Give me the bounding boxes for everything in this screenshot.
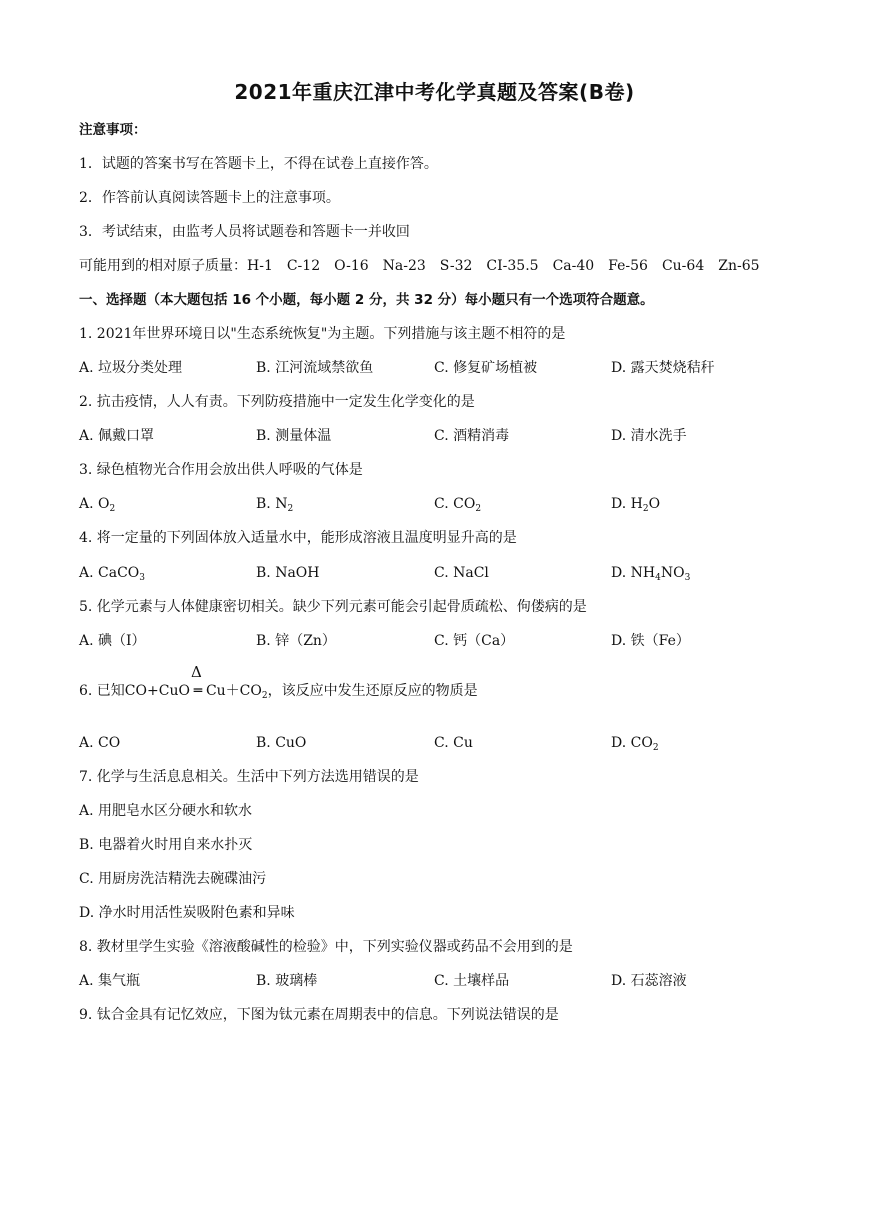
option-d: D. 露天焚烧秸秆 <box>611 360 715 376</box>
option-c: C. NaCl <box>434 565 489 581</box>
question-stem: 9. 钛合金具有记忆效应，下图为钛元素在周期表中的信息。下列说法错误的是 <box>79 1007 559 1023</box>
question-stem: 1. 2021年世界环境日以"生态系统恢复"为主题。下列措施与该主题不相符的是 <box>79 326 566 342</box>
question-stem: 7. 化学与生活息息相关。生活中下列方法选用错误的是 <box>79 769 419 785</box>
notice-item: 2．作答前认真阅读答题卡上的注意事项。 <box>79 190 340 206</box>
question-stem: 3. 绿色植物光合作用会放出供人呼吸的气体是 <box>79 462 363 478</box>
option-a: A. 碘（I） <box>79 633 146 649</box>
option-c: C. 钙（Ca） <box>434 633 515 649</box>
option-d: D. 清水洗手 <box>611 428 687 444</box>
option-d: D. $H_2O$ <box>611 496 661 514</box>
option-d: D. 石蕊溶液 <box>611 973 687 989</box>
option-b: B. 电器着火时用自来水扑灭 <box>79 837 253 853</box>
option-b: B. $N_2$ <box>256 496 294 514</box>
question-stem: 2. 抗击疫情，人人有责。下列防疫措施中一定发生化学变化的是 <box>79 394 475 410</box>
page-title: 2021年重庆江津中考化学真题及答案(B卷) <box>234 80 635 104</box>
option-b: B. 锌（Zn） <box>256 633 336 649</box>
option-d: D. 铁（Fe） <box>611 633 690 649</box>
option-d: D. $CO_2$ <box>611 735 659 753</box>
question-stem: 8. 教材里学生实验《溶液酸碱性的检验》中，下列实验仪器或药品不会用到的是 <box>79 939 573 955</box>
question-stem: 6. 已知CO+CuO Δ ═ $Cu+CO_2$，该反应中发生还原反应的物质是 <box>79 663 478 701</box>
option-c: C. 修复矿场植被 <box>434 360 538 376</box>
option-a: A. CO <box>79 735 121 751</box>
option-a: A. CaCO$_3$ <box>79 565 145 583</box>
option-d: D. 净水时用活性炭吸附色素和异味 <box>79 905 295 921</box>
option-b: B. NaOH <box>256 565 320 581</box>
option-d: D. $NH_4NO_3$ <box>611 565 691 583</box>
option-a: A. 集气瓶 <box>79 973 141 989</box>
question-stem: 5. 化学元素与人体健康密切相关。缺少下列元素可能会引起骨质疏松、佝偻病的是 <box>79 599 587 615</box>
atomic-masses: 可能用到的相对原子质量：H-1 C-12 O-16 Na-23 S-32 CI-35.5 Ca-40 Fe-56 Cu-64 Zn-65 <box>79 258 760 274</box>
option-a: A. 用肥皂水区分硬水和软水 <box>79 803 253 819</box>
option-b: B. 江河流域禁欲鱼 <box>256 360 374 376</box>
notice-item: 3．考试结束，由监考人员将试题卷和答题卡一并收回 <box>79 224 410 240</box>
notice-heading: 注意事项： <box>79 122 147 138</box>
option-b: B. 玻璃棒 <box>256 973 318 989</box>
option-b: B. CuO <box>256 735 307 751</box>
question-stem: 4. 将一定量的下列固体放入适量水中，能形成溶液且温度明显升高的是 <box>79 530 517 546</box>
option-c: C. 用厨房洗洁精洗去碗碟油污 <box>79 871 267 887</box>
option-a: A. 佩戴口罩 <box>79 428 155 444</box>
option-c: C. $CO_2$ <box>434 496 482 514</box>
notice-item: 1．试题的答案书写在答题卡上，不得在试卷上直接作答。 <box>79 156 438 172</box>
option-c: C. 土壤样品 <box>434 973 510 989</box>
option-b: B. 测量体温 <box>256 428 332 444</box>
option-a: A. 垃圾分类处理 <box>79 360 183 376</box>
option-c: C. 酒精消毒 <box>434 428 510 444</box>
option-a: A. $O_2$ <box>79 496 116 514</box>
heating-condition: Δ ═ <box>190 663 203 699</box>
section-heading: 一、选择题（本大题包括 16 个小题，每小题 2 分，共 32 分）每小题只有一个选项符合题意。 <box>79 292 654 308</box>
option-c: C. Cu <box>434 735 473 751</box>
